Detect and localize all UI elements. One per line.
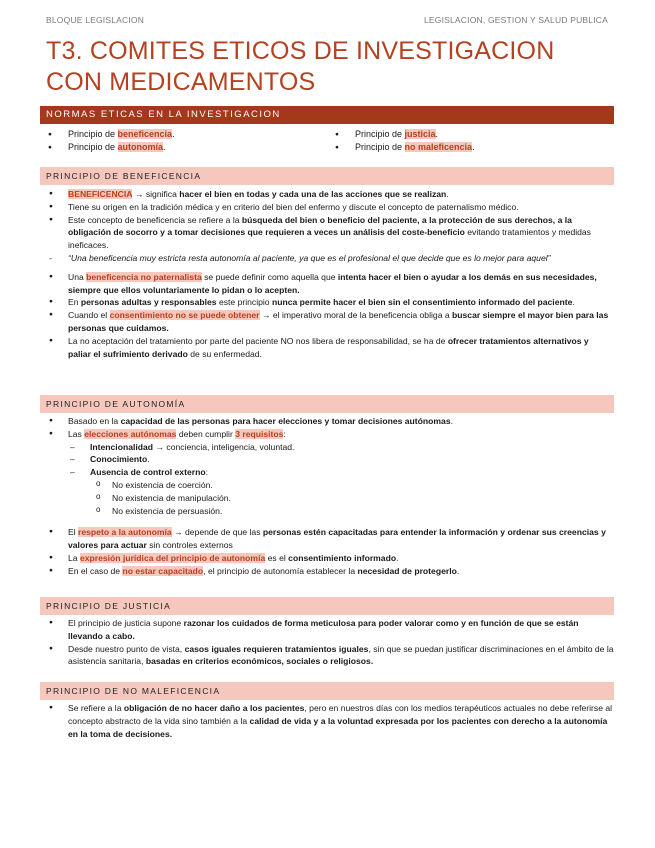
list-item: ● En personas adultas y responsables este principio nunca permite hacer el bien sin el consentimiento informado del paciente. bbox=[40, 296, 614, 309]
list-item: ● El respeto a la autonomía → depende de que las personas estén capacitadas para entender la información y ordenar sus creencias y valores para actuar sin controles externos bbox=[40, 526, 614, 552]
list-item: ● La no aceptación del tratamiento por parte del paciente NO nos libera de responsabilidad, se ha de ofrecer tratamientos alternativos y paliar el sufrimiento derivado de su enfermedad. bbox=[40, 335, 614, 361]
page-title: T3. COMITES ETICOS DE INVESTIGACION CON MEDICAMENTOS bbox=[46, 37, 555, 96]
list-item: ● Se refiere a la obligación de no hacer daño a los pacientes, pero en nuestros días con los medios terapéuticos actuales no debe referirse al concepto abstracto de la vida sino también a la calidad de vida y a la voluntad expresada por los pacientes con derecho a la autonomía en la toma de decisiones. bbox=[40, 702, 614, 740]
list-item: – Ausencia de control externo: bbox=[40, 466, 614, 479]
maleficencia-list bbox=[40, 702, 614, 740]
section-heading-beneficencia: PRINCIPIO DE BENEFICENCIA bbox=[40, 167, 614, 185]
list-item: ● Basado en la capacidad de las personas para hacer elecciones y tomar decisiones autónomas. bbox=[40, 415, 614, 428]
list-item: ● Principio de no maleficencia. bbox=[327, 141, 614, 154]
section-heading-autonomia: PRINCIPIO DE AUTONOMÍA bbox=[40, 395, 614, 413]
list-item: – Intencionalidad → conciencia, inteligencia, voluntad. bbox=[40, 441, 614, 454]
list-item: ● Principio de beneficencia. bbox=[40, 128, 327, 141]
list-item: ● Cuando el consentimiento no se puede obtener → el imperativo moral de la beneficencia obliga a buscar siempre el mayor bien para las personas que cuidamos. bbox=[40, 309, 614, 335]
list-item: ● Una beneficencia no paternalista se puede definir como aquella que intenta hacer el bien o ayudar a los demás en sus necesidades, siempre que ellos voluntariamente lo pidan o lo acepten. bbox=[40, 271, 614, 297]
normas-list bbox=[40, 128, 614, 154]
list-item: ● Principio de autonomía. bbox=[40, 141, 327, 154]
header-left: BLOQUE LEGISLACION bbox=[46, 15, 145, 25]
list-item: o No existencia de persuasión. bbox=[40, 505, 614, 518]
list-item: ● Este concepto de beneficencia se refiere a la búsqueda del bien o beneficio del paciente, a la protección de sus derechos, a la obligación de socorro y a tomar decisiones que requieren a veces un análisis del coste-beneficio evitando tratamientos y medidas ineficaces. bbox=[40, 214, 614, 252]
section-heading-justicia: PRINCIPIO DE JUSTICIA bbox=[40, 597, 614, 615]
justicia-list bbox=[40, 617, 614, 668]
list-item: ● Las elecciones autónomas deben cumplir 3 requisitos: bbox=[40, 428, 614, 441]
beneficencia-list bbox=[40, 188, 614, 360]
list-item: ● El principio de justicia supone razonar los cuidados de forma meticulosa para poder valorar como y en función de que se están llevando a cabo. bbox=[40, 617, 614, 643]
list-item: ● Principio de justicia. bbox=[327, 128, 614, 141]
section-heading-normas: NORMAS ETICAS EN LA INVESTIGACION bbox=[40, 106, 614, 124]
list-item: ● Tiene su origen en la tradición médica y en criterio del bien del enfermo y discute el concepto de paternalismo médico. bbox=[40, 201, 614, 214]
list-item: ● Desde nuestro punto de vista, casos iguales requieren tratamientos iguales, sin que se puedan justificar discriminaciones en el ámbito de la asistencia sanitaria, basadas en criterios económicos, sociales o religiosos. bbox=[40, 643, 614, 669]
list-item: o No existencia de manipulación. bbox=[40, 492, 614, 505]
quote-item: - “Una beneficencia muy estricta resta autonomía al paciente, ya que es el profesional el que decide que es lo mejor para aquel” bbox=[40, 252, 614, 265]
autonomia-list bbox=[40, 415, 614, 578]
page-header bbox=[46, 15, 608, 25]
section-heading-maleficencia: PRINCIPIO DE NO MALEFICENCIA bbox=[40, 682, 614, 700]
list-item: – Conocimiento. bbox=[40, 453, 614, 466]
list-item: ● La expresión jurídica del principio de autonomía es el consentimiento informado. bbox=[40, 552, 614, 565]
header-right: LEGISLACION, GESTION Y SALUD PUBLICA bbox=[423, 15, 608, 25]
list-item: ● BENEFICENCIA → significa hacer el bien en todas y cada una de las acciones que se realizan. bbox=[40, 188, 614, 201]
list-item: o No existencia de coerción. bbox=[40, 479, 614, 492]
list-item: ● En el caso de no estar capacitado, el principio de autonomía establecer la necesidad de protegerlo. bbox=[40, 565, 614, 578]
